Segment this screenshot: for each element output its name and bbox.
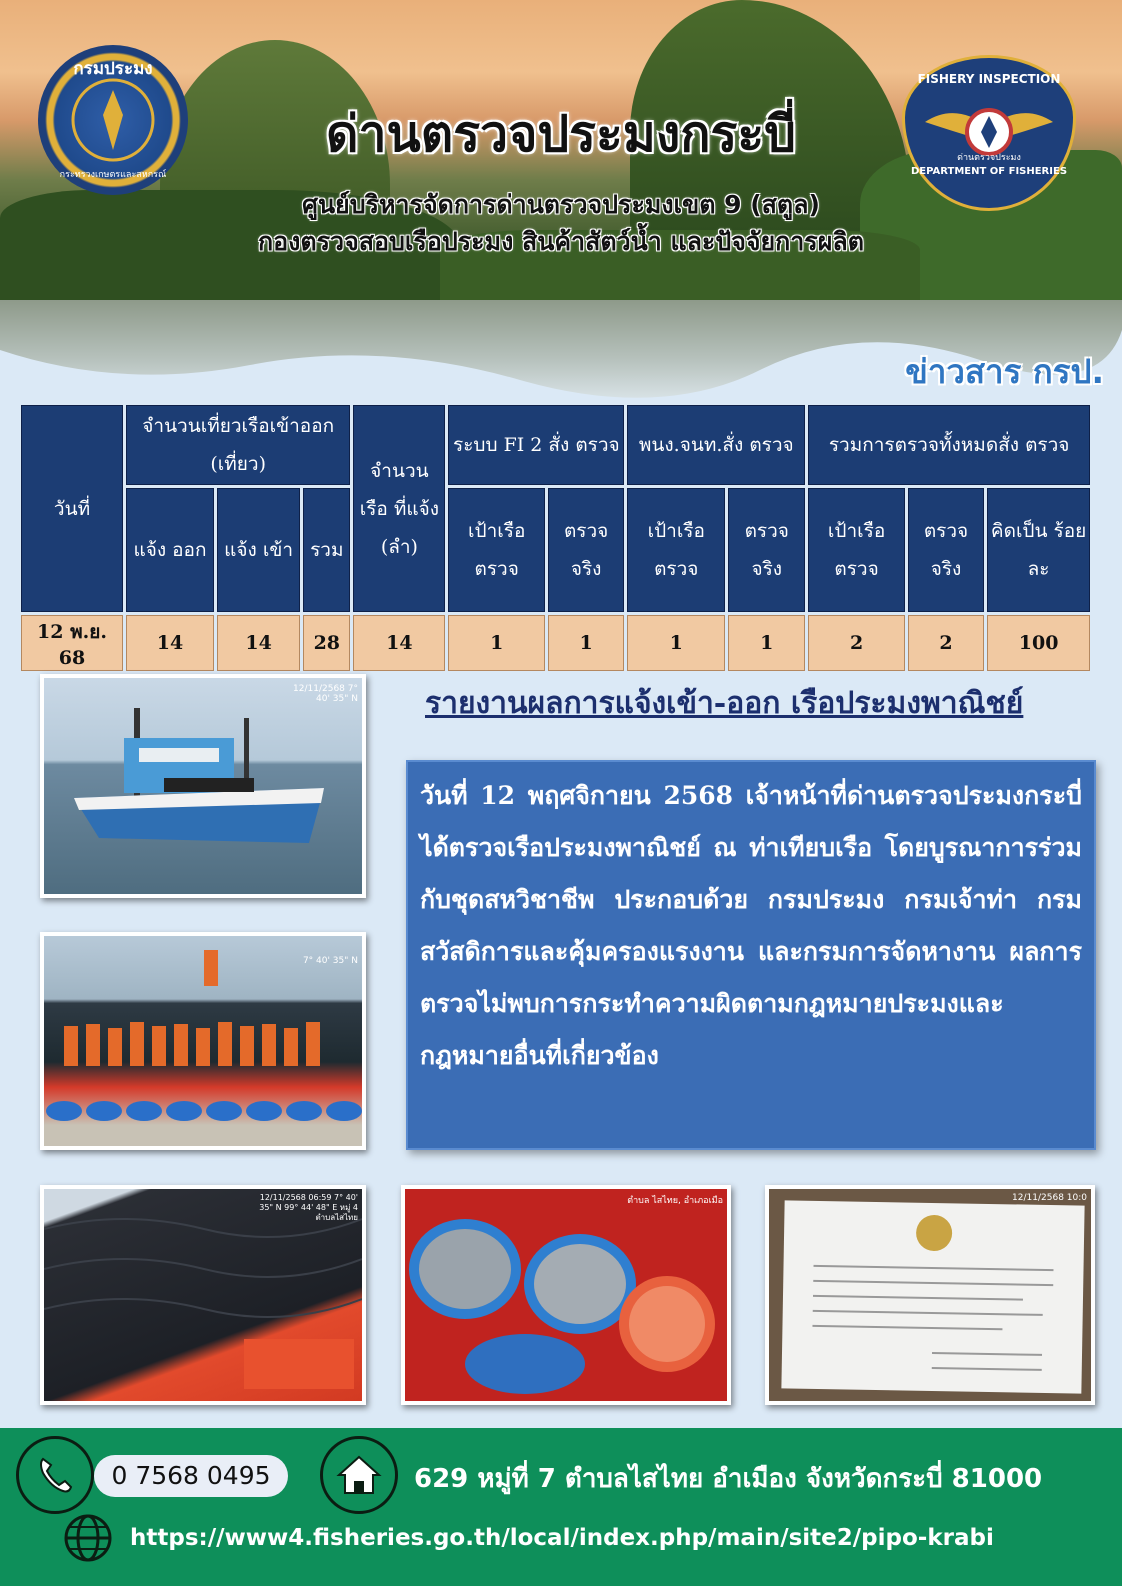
header-notify-out: แจ้ง ออก <box>126 488 214 612</box>
website-link[interactable]: https://www4.fisheries.go.th/local/index.php/main/site2/pipo-krabi <box>130 1525 994 1551</box>
seal-bottom-text: DEPARTMENT OF FISHERIES <box>910 166 1068 177</box>
header-fi2: ระบบ FI 2 สั่ง ตรวจ <box>448 405 624 485</box>
address: 629 หมู่ที่ 7 ตำบลไสไทย อำเมือง จังหวัดกระบี่ 81000 <box>414 1464 1043 1494</box>
news-label: ข่าวสาร กรป. <box>905 352 1104 391</box>
header-percent: คิดเป็น ร้อยละ <box>987 488 1090 612</box>
cell-fi-actual: 1 <box>548 615 624 671</box>
cell-date: 12 พ.ย. 68 <box>21 615 123 671</box>
header-boats: จำนวน เรือ ที่แจ้ง (ลำ) <box>353 405 445 612</box>
phone-icon <box>16 1436 94 1514</box>
header-all-actual: ตรวจ จริง <box>908 488 984 612</box>
cell-all-actual: 2 <box>908 615 984 671</box>
subtitle-division: กองตรวจสอบเรือประมง สินค้าสัตว์น้ำ และปัจจัยการผลิต <box>258 227 864 256</box>
photo-crew-inspection <box>40 932 366 1150</box>
photo-fishing-boat <box>40 674 366 898</box>
certificate-garuda-icon <box>781 1200 1084 1393</box>
header-trips: จำนวนเที่ยวเรือเข้าออก (เที่ยว) <box>126 405 350 485</box>
seal-top-text: FISHERY INSPECTION <box>917 72 1061 86</box>
photo-certificate <box>765 1185 1095 1405</box>
cell-boats: 14 <box>353 615 445 671</box>
photo-stamp: 7° 40' 35" N <box>302 956 358 966</box>
seal-top-text: กรมประมง <box>73 59 153 79</box>
header-fi-actual: ตรวจ จริง <box>548 488 624 612</box>
report-body: วันที่ 12 พฤศจิกายน 2568 เจ้าหน้าที่ด่านตรวจประมงกระบี่ ได้ตรวจเรือประมงพาณิชย์ ณ ท่าเทียบเรือ โดยบูรณาการร่วมกับชุดสหวิชาชีพ ประกอบด้วย กรมประมง กรมเจ้าท่า กรมสวัสดิการและคุ้มครองแรงงาน และกรมการจัดหางาน ผลการตรวจไม่พบการกระทำความผิดตามกฎหมายประมงและกฎหมายอื่นที่เกี่ยวข้อง <box>420 781 1082 1070</box>
table-row <box>21 615 1090 671</box>
crew-illustration <box>44 936 362 1146</box>
header-fi-target: เป้าเรือ ตรวจ <box>448 488 545 612</box>
report-box <box>406 760 1096 1150</box>
header-trips-total: รวม <box>303 488 350 612</box>
header-all-inspections: รวมการตรวจทั้งหมดสั่ง ตรวจ <box>808 405 1090 485</box>
photo-stamp: 12/11/2568 10:0 <box>1012 1193 1087 1203</box>
header-officer-target: เป้าเรือ ตรวจ <box>627 488 725 612</box>
fish-baskets <box>405 1189 727 1401</box>
cell-notify-in: 14 <box>217 615 300 671</box>
page-title: ด่านตรวจประมงกระบี่ <box>326 105 796 163</box>
report-title: รายงานผลการแจ้งเข้า-ออก เรือประมงพาณิชย์ <box>425 686 1024 721</box>
photo-stamp: ตำบล ไสไทย, อำเภอเมือ <box>627 1196 723 1206</box>
seal-bottom-text: กระทรวงเกษตรและสหกรณ์ <box>59 170 167 180</box>
cell-trips-total: 28 <box>303 615 350 671</box>
cell-all-target: 2 <box>808 615 905 671</box>
header-all-target: เป้าเรือ ตรวจ <box>808 488 905 612</box>
cell-fi-target: 1 <box>448 615 545 671</box>
photo-fishing-net <box>40 1185 366 1405</box>
inspection-stats-table <box>18 402 1093 674</box>
cell-officer-target: 1 <box>627 615 725 671</box>
certificate-paper <box>781 1200 1084 1393</box>
home-icon <box>320 1436 398 1514</box>
phone-number[interactable]: 0 7568 0495 <box>94 1455 288 1497</box>
cell-notify-out: 14 <box>126 615 214 671</box>
boat-illustration <box>44 678 362 894</box>
photo-fish-catch <box>401 1185 731 1405</box>
seal-middle-text: ด่านตรวจประมง <box>957 153 1021 163</box>
cell-officer-actual: 1 <box>728 615 805 671</box>
header-notify-in: แจ้ง เข้า <box>217 488 300 612</box>
header-date: วันที่ <box>21 405 123 612</box>
header-officer-actual: ตรวจ จริง <box>728 488 805 612</box>
footer <box>0 1428 1122 1586</box>
globe-icon <box>62 1512 114 1564</box>
header-officer: พนง.จนท.สั่ง ตรวจ <box>627 405 805 485</box>
photo-stamp: 12/11/2568 06:59 7° 40' 35" N 99° 44' 48" E หมู่ 4 ตำบลไสไทย <box>259 1193 358 1222</box>
cell-percent: 100 <box>987 615 1090 671</box>
subtitle-center: ศูนย์บริหารจัดการด่านตรวจประมงเขต 9 (สตูล) <box>302 190 820 219</box>
photo-stamp: 12/11/2568 7° 40' 35" N <box>293 684 358 704</box>
